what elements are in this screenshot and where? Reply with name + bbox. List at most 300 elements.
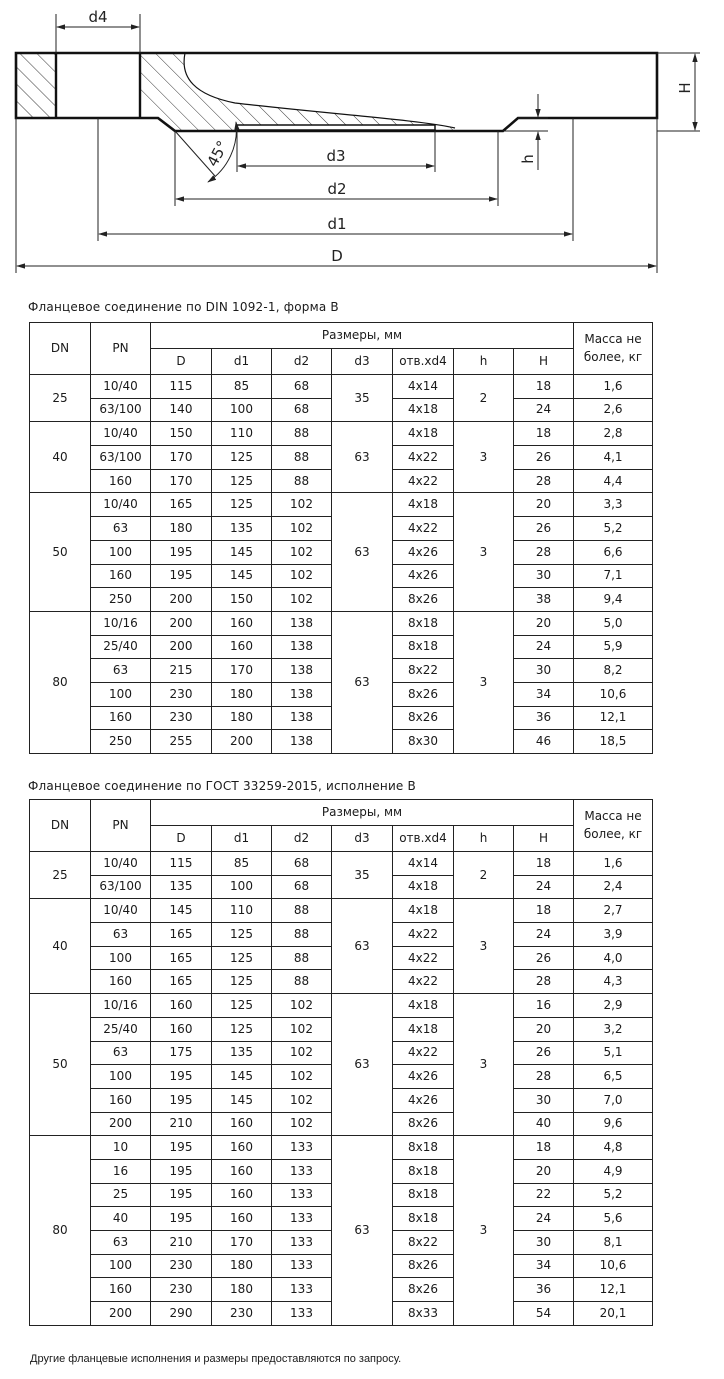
cell-mass: 1,6 [574, 375, 653, 399]
cell-H: 28 [514, 970, 574, 994]
cell-d1: 145 [212, 1065, 272, 1089]
cell-D: 215 [151, 659, 212, 683]
cell-D: 230 [151, 1254, 212, 1278]
cell-mass: 1,6 [574, 852, 653, 876]
cell-H: 24 [514, 398, 574, 422]
header-dn: DN [30, 323, 91, 375]
cell-pn: 160 [91, 1278, 151, 1302]
D-label: D [331, 247, 343, 265]
cell-d1: 230 [212, 1302, 272, 1326]
cell-mass: 4,9 [574, 1159, 653, 1183]
cell-pn: 100 [91, 1065, 151, 1089]
cell-d2: 68 [272, 398, 332, 422]
cell-pn: 25/40 [91, 1017, 151, 1041]
header-d2: d2 [272, 349, 332, 375]
cell-holes: 8x18 [393, 1207, 454, 1231]
cell-d3: 35 [332, 852, 393, 899]
cell-H: 34 [514, 682, 574, 706]
cell-H: 18 [514, 422, 574, 446]
d1-label: d1 [327, 215, 347, 233]
cell-H: 26 [514, 1041, 574, 1065]
header-pn: PN [91, 800, 151, 852]
cell-D: 180 [151, 517, 212, 541]
cell-d2: 102 [272, 1041, 332, 1065]
cell-d2: 133 [272, 1302, 332, 1326]
cell-d3: 35 [332, 375, 393, 422]
cell-pn: 10/40 [91, 422, 151, 446]
cell-mass: 5,2 [574, 517, 653, 541]
cell-d2: 102 [272, 1017, 332, 1041]
cell-H: 18 [514, 1136, 574, 1160]
cell-H: 40 [514, 1112, 574, 1136]
cell-d2: 133 [272, 1183, 332, 1207]
cell-mass: 5,1 [574, 1041, 653, 1065]
cell-D: 165 [151, 946, 212, 970]
H-label: H [676, 82, 694, 94]
cell-pn: 250 [91, 588, 151, 612]
cell-d3: 63 [332, 899, 393, 994]
cell-H: 26 [514, 517, 574, 541]
cell-mass: 7,0 [574, 1088, 653, 1112]
cell-H: 28 [514, 540, 574, 564]
cell-holes: 8x26 [393, 1254, 454, 1278]
cell-d3: 63 [332, 611, 393, 753]
cell-mass: 9,6 [574, 1112, 653, 1136]
cell-holes: 4x22 [393, 946, 454, 970]
cell-pn: 40 [91, 1207, 151, 1231]
cell-d1: 85 [212, 375, 272, 399]
header-sizes: Размеры, мм [151, 323, 574, 349]
cell-H: 24 [514, 635, 574, 659]
cell-mass: 2,7 [574, 899, 653, 923]
cell-pn: 63/100 [91, 875, 151, 899]
cell-holes: 4x18 [393, 398, 454, 422]
cell-pn: 25/40 [91, 635, 151, 659]
cell-holes: 8x30 [393, 730, 454, 754]
cell-d3: 63 [332, 493, 393, 611]
cell-H: 24 [514, 875, 574, 899]
cell-holes: 8x18 [393, 1136, 454, 1160]
cell-d1: 145 [212, 540, 272, 564]
cell-d1: 145 [212, 564, 272, 588]
cell-d3: 63 [332, 994, 393, 1136]
cell-mass: 5,2 [574, 1183, 653, 1207]
cell-d2: 88 [272, 469, 332, 493]
cell-pn: 10/40 [91, 899, 151, 923]
cell-holes: 8x26 [393, 1112, 454, 1136]
table-row [30, 611, 653, 635]
cell-d2: 88 [272, 946, 332, 970]
cell-d2: 138 [272, 635, 332, 659]
cell-mass: 6,5 [574, 1065, 653, 1089]
cell-pn: 10/16 [91, 611, 151, 635]
cell-pn: 10/40 [91, 852, 151, 876]
cell-pn: 100 [91, 682, 151, 706]
cell-pn: 160 [91, 469, 151, 493]
cell-d2: 88 [272, 923, 332, 947]
cell-mass: 10,6 [574, 682, 653, 706]
cell-d1: 180 [212, 682, 272, 706]
d4-label: d4 [88, 8, 108, 26]
cell-h: 2 [454, 852, 514, 899]
cell-d2: 138 [272, 611, 332, 635]
cell-dn: 50 [30, 994, 91, 1136]
gost-flange-table [29, 799, 653, 1326]
cell-pn: 160 [91, 564, 151, 588]
cell-h: 3 [454, 994, 514, 1136]
cell-mass: 6,6 [574, 540, 653, 564]
table-row [30, 994, 653, 1018]
cell-mass: 4,4 [574, 469, 653, 493]
header-h: H [514, 349, 574, 375]
cell-holes: 4x22 [393, 469, 454, 493]
cell-holes: 4x22 [393, 446, 454, 470]
cell-H: 26 [514, 946, 574, 970]
cell-mass: 8,1 [574, 1231, 653, 1255]
cell-mass: 4,8 [574, 1136, 653, 1160]
cell-h: 3 [454, 1136, 514, 1326]
cell-d2: 102 [272, 540, 332, 564]
cell-H: 18 [514, 899, 574, 923]
cell-D: 145 [151, 899, 212, 923]
cell-holes: 8x18 [393, 1159, 454, 1183]
cell-H: 16 [514, 994, 574, 1018]
d2-label: d2 [327, 180, 347, 198]
cell-holes: 8x26 [393, 588, 454, 612]
cell-pn: 63 [91, 659, 151, 683]
cell-H: 54 [514, 1302, 574, 1326]
cell-mass: 2,8 [574, 422, 653, 446]
cell-pn: 160 [91, 970, 151, 994]
cell-d2: 88 [272, 970, 332, 994]
header-d3: d3 [332, 826, 393, 852]
cell-dn: 80 [30, 1136, 91, 1326]
cell-d1: 125 [212, 446, 272, 470]
cell-D: 195 [151, 1136, 212, 1160]
cell-D: 210 [151, 1112, 212, 1136]
cell-pn: 63 [91, 517, 151, 541]
cell-d2: 138 [272, 706, 332, 730]
cell-mass: 12,1 [574, 706, 653, 730]
cell-d1: 145 [212, 1088, 272, 1112]
cell-h: 3 [454, 493, 514, 611]
header-dn: DN [30, 800, 91, 852]
cell-d3: 63 [332, 1136, 393, 1326]
cell-D: 255 [151, 730, 212, 754]
table-row [30, 852, 653, 876]
cell-d1: 180 [212, 1278, 272, 1302]
cell-d2: 68 [272, 375, 332, 399]
cell-d1: 150 [212, 588, 272, 612]
cell-holes: 4x22 [393, 970, 454, 994]
cell-d1: 110 [212, 899, 272, 923]
cell-holes: 4x18 [393, 875, 454, 899]
cell-d2: 138 [272, 659, 332, 683]
cell-pn: 63/100 [91, 398, 151, 422]
cell-holes: 8x26 [393, 682, 454, 706]
cell-pn: 63 [91, 1041, 151, 1065]
header-h: H [514, 826, 574, 852]
cell-D: 230 [151, 706, 212, 730]
cell-holes: 8x18 [393, 635, 454, 659]
cell-H: 46 [514, 730, 574, 754]
cell-H: 36 [514, 1278, 574, 1302]
cell-holes: 8x18 [393, 1183, 454, 1207]
gasket-groove [237, 125, 435, 130]
header-row [30, 323, 653, 349]
cell-D: 175 [151, 1041, 212, 1065]
cell-h: 2 [454, 375, 514, 422]
cell-d2: 68 [272, 875, 332, 899]
cell-d2: 88 [272, 446, 332, 470]
cell-D: 135 [151, 875, 212, 899]
cell-d1: 100 [212, 875, 272, 899]
cell-holes: 8x33 [393, 1302, 454, 1326]
cell-H: 18 [514, 375, 574, 399]
cell-h: 3 [454, 899, 514, 994]
cell-D: 170 [151, 469, 212, 493]
cell-mass: 4,0 [574, 946, 653, 970]
cell-H: 38 [514, 588, 574, 612]
cell-d1: 200 [212, 730, 272, 754]
cell-dn: 40 [30, 422, 91, 493]
table-row [30, 899, 653, 923]
cell-holes: 8x26 [393, 1278, 454, 1302]
cell-d1: 160 [212, 1136, 272, 1160]
cell-mass: 2,9 [574, 994, 653, 1018]
cell-D: 165 [151, 970, 212, 994]
cell-D: 230 [151, 1278, 212, 1302]
cell-D: 230 [151, 682, 212, 706]
cell-h: 3 [454, 422, 514, 493]
cell-D: 165 [151, 923, 212, 947]
cell-mass: 3,3 [574, 493, 653, 517]
cell-pn: 16 [91, 1159, 151, 1183]
cell-d1: 85 [212, 852, 272, 876]
cell-dn: 25 [30, 375, 91, 422]
cell-d1: 100 [212, 398, 272, 422]
cell-D: 170 [151, 446, 212, 470]
cell-D: 195 [151, 540, 212, 564]
cell-holes: 8x22 [393, 659, 454, 683]
cell-d2: 133 [272, 1159, 332, 1183]
header-mass: Масса не более, кг [574, 800, 653, 852]
cell-holes: 4x26 [393, 540, 454, 564]
cell-pn: 200 [91, 1112, 151, 1136]
angle-label: 45° [203, 137, 232, 170]
table-row [30, 422, 653, 446]
cell-mass: 5,6 [574, 1207, 653, 1231]
cell-d1: 125 [212, 946, 272, 970]
footnote: Другие фланцевые исполнения и размеры предоставляются по запросу. [30, 1353, 402, 1365]
cell-pn: 10/40 [91, 493, 151, 517]
cell-D: 200 [151, 588, 212, 612]
header-mass: Масса не более, кг [574, 323, 653, 375]
cell-D: 195 [151, 1065, 212, 1089]
cell-d1: 180 [212, 1254, 272, 1278]
cell-d2: 133 [272, 1278, 332, 1302]
cell-d2: 133 [272, 1207, 332, 1231]
cell-holes: 4x18 [393, 899, 454, 923]
cell-H: 20 [514, 611, 574, 635]
cell-d2: 133 [272, 1254, 332, 1278]
cell-D: 150 [151, 422, 212, 446]
table-row [30, 1136, 653, 1160]
cell-pn: 10 [91, 1136, 151, 1160]
cell-H: 22 [514, 1183, 574, 1207]
header-d: D [151, 826, 212, 852]
cell-d1: 135 [212, 1041, 272, 1065]
cell-H: 28 [514, 469, 574, 493]
cell-d1: 110 [212, 422, 272, 446]
cell-d2: 133 [272, 1136, 332, 1160]
cell-holes: 4x14 [393, 852, 454, 876]
cell-holes: 4x26 [393, 564, 454, 588]
cell-pn: 250 [91, 730, 151, 754]
cell-d3: 63 [332, 422, 393, 493]
cell-D: 195 [151, 1088, 212, 1112]
cell-d1: 160 [212, 1112, 272, 1136]
header-d2: d2 [272, 826, 332, 852]
cell-d1: 125 [212, 994, 272, 1018]
table-row [30, 375, 653, 399]
cell-d2: 102 [272, 588, 332, 612]
cell-H: 34 [514, 1254, 574, 1278]
cell-mass: 8,2 [574, 659, 653, 683]
cell-pn: 100 [91, 540, 151, 564]
bolt-zone-hatch [16, 53, 56, 119]
cell-d1: 180 [212, 706, 272, 730]
cell-h: 3 [454, 611, 514, 753]
cell-H: 20 [514, 493, 574, 517]
cell-d2: 133 [272, 1231, 332, 1255]
cell-pn: 63/100 [91, 446, 151, 470]
cell-d1: 125 [212, 469, 272, 493]
cell-d1: 125 [212, 1017, 272, 1041]
cell-pn: 200 [91, 1302, 151, 1326]
cell-holes: 4x14 [393, 375, 454, 399]
header-d3: d3 [332, 349, 393, 375]
cell-mass: 3,2 [574, 1017, 653, 1041]
header-pn: PN [91, 323, 151, 375]
cell-D: 160 [151, 1017, 212, 1041]
h-label: h [519, 154, 537, 164]
cell-pn: 25 [91, 1183, 151, 1207]
cell-d2: 102 [272, 1065, 332, 1089]
cell-mass: 20,1 [574, 1302, 653, 1326]
cell-D: 290 [151, 1302, 212, 1326]
cell-d2: 102 [272, 493, 332, 517]
table-row [30, 493, 653, 517]
cell-holes: 4x26 [393, 1088, 454, 1112]
cell-H: 30 [514, 564, 574, 588]
cell-holes: 4x18 [393, 422, 454, 446]
cell-D: 195 [151, 1159, 212, 1183]
cell-pn: 10/16 [91, 994, 151, 1018]
cell-mass: 7,1 [574, 564, 653, 588]
cell-mass: 3,9 [574, 923, 653, 947]
cell-H: 28 [514, 1065, 574, 1089]
cell-d2: 102 [272, 1112, 332, 1136]
table1-title: Фланцевое соединение по DIN 1092-1, форма B [28, 300, 339, 314]
cell-D: 115 [151, 375, 212, 399]
cell-holes: 4x18 [393, 1017, 454, 1041]
cell-H: 30 [514, 659, 574, 683]
cell-dn: 40 [30, 899, 91, 994]
cell-d2: 102 [272, 1088, 332, 1112]
cell-H: 18 [514, 852, 574, 876]
cell-d1: 160 [212, 1207, 272, 1231]
cell-pn: 63 [91, 1231, 151, 1255]
cell-H: 26 [514, 446, 574, 470]
cell-mass: 5,9 [574, 635, 653, 659]
cell-holes: 4x22 [393, 1041, 454, 1065]
cell-mass: 2,4 [574, 875, 653, 899]
cell-d1: 160 [212, 611, 272, 635]
header-d1: d1 [212, 349, 272, 375]
cell-D: 200 [151, 611, 212, 635]
cell-D: 140 [151, 398, 212, 422]
cell-holes: 4x18 [393, 493, 454, 517]
cell-H: 24 [514, 923, 574, 947]
cell-holes: 4x22 [393, 923, 454, 947]
cell-mass: 12,1 [574, 1278, 653, 1302]
cell-pn: 63 [91, 923, 151, 947]
cell-holes: 4x18 [393, 994, 454, 1018]
cell-pn: 160 [91, 706, 151, 730]
cell-mass: 2,6 [574, 398, 653, 422]
cell-dn: 50 [30, 493, 91, 611]
din-flange-table [29, 322, 653, 754]
cell-d2: 102 [272, 517, 332, 541]
cell-D: 165 [151, 493, 212, 517]
cell-d2: 102 [272, 994, 332, 1018]
cell-mass: 10,6 [574, 1254, 653, 1278]
cell-H: 20 [514, 1017, 574, 1041]
header-d: D [151, 349, 212, 375]
cell-d1: 170 [212, 659, 272, 683]
cell-mass: 4,1 [574, 446, 653, 470]
cell-d2: 138 [272, 730, 332, 754]
hub-hatch [140, 53, 455, 131]
cell-D: 195 [151, 1207, 212, 1231]
header-row [30, 800, 653, 826]
cell-H: 30 [514, 1088, 574, 1112]
cell-D: 195 [151, 1183, 212, 1207]
cell-d2: 138 [272, 682, 332, 706]
cell-d2: 102 [272, 564, 332, 588]
cell-holes: 4x26 [393, 1065, 454, 1089]
cell-H: 30 [514, 1231, 574, 1255]
cell-pn: 100 [91, 1254, 151, 1278]
cell-pn: 160 [91, 1088, 151, 1112]
cell-d1: 160 [212, 1183, 272, 1207]
cell-d1: 125 [212, 923, 272, 947]
cell-d1: 125 [212, 970, 272, 994]
table2-title: Фланцевое соединение по ГОСТ 33259-2015, исполнение B [28, 779, 416, 793]
cell-d2: 68 [272, 852, 332, 876]
flange-section-drawing [0, 0, 724, 285]
cell-holes: 4x22 [393, 517, 454, 541]
header-d1: d1 [212, 826, 272, 852]
cell-D: 195 [151, 564, 212, 588]
cell-D: 200 [151, 635, 212, 659]
cell-D: 115 [151, 852, 212, 876]
header-h: h [454, 349, 514, 375]
header-sizes: Размеры, мм [151, 800, 574, 826]
cell-dn: 80 [30, 611, 91, 753]
cell-mass: 5,0 [574, 611, 653, 635]
